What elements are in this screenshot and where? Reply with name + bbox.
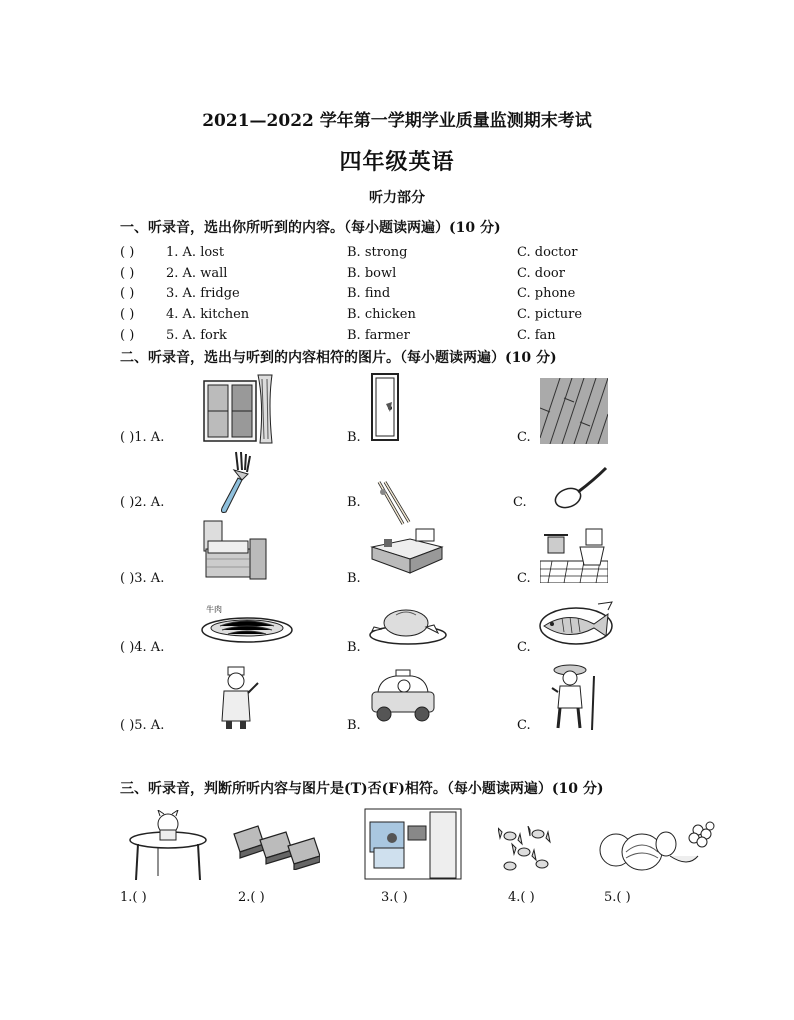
part2-q5-label: ( )5. A. [120, 718, 165, 733]
listening-section-title: 听力部分 [369, 190, 425, 206]
part2-q2-label: ( )2. A. [120, 495, 165, 510]
part3-item-2-label: 2.( ) [238, 890, 265, 905]
part3-item-4-label: 4.( ) [508, 890, 535, 905]
driver-icon [370, 668, 436, 724]
answer-bracket: ( ) [120, 266, 135, 281]
window-icon [202, 373, 274, 445]
option-c: C. picture [517, 307, 583, 322]
part2-q5-b: B. [347, 718, 361, 733]
part2-q4-b: B. [347, 640, 361, 655]
kitchen-icon [370, 525, 444, 575]
grade-subject-title: 四年级英语 [339, 149, 455, 175]
part2-q3-c: C. [517, 571, 531, 586]
books-icon [232, 824, 320, 870]
spoon-icon [554, 464, 610, 510]
option-b: B. farmer [347, 328, 410, 343]
farmer-icon [548, 662, 604, 732]
option-c: C. phone [517, 286, 576, 301]
answer-bracket: ( ) [120, 286, 135, 301]
part3-item-3-label: 3.( ) [381, 890, 408, 905]
option-a: 1. A. lost [166, 245, 225, 260]
part2-q2-b: B. [347, 495, 361, 510]
option-b: B. find [347, 286, 391, 301]
option-b: B. strong [347, 245, 408, 260]
option-c: C. door [517, 266, 565, 281]
option-a: 4. A. kitchen [166, 307, 250, 322]
bathroom-icon [540, 525, 608, 583]
fork-icon [212, 450, 252, 514]
part2-q1-c: C. [517, 430, 531, 445]
part2-q1-label: ( )1. A. [120, 430, 165, 445]
option-a: 5. A. fork [166, 328, 227, 343]
part3-item-5-label: 5.( ) [604, 890, 631, 905]
beef-caption: 牛肉 [206, 605, 222, 614]
answer-bracket: ( ) [120, 245, 135, 260]
fruits-icon [598, 816, 716, 874]
exam-title: 2021—2022 学年第一学期学业质量监测期末考试 [202, 111, 592, 131]
answer-bracket: ( ) [120, 307, 135, 322]
part2-q5-c: C. [517, 718, 531, 733]
floor-icon [540, 378, 608, 444]
part3-heading: 三、听录音，判断所听内容与图片是(T)否(F)相符。（每小题读两遍）(10 分) [120, 781, 604, 797]
part1-heading: 一、听录音，选出你所听到的内容。（每小题读两遍）(10 分) [120, 220, 501, 236]
part2-q3-label: ( )3. A. [120, 571, 165, 586]
doctor-icon [214, 665, 262, 731]
living-room-icon [202, 519, 268, 583]
candies-icon [498, 826, 556, 874]
part2-q1-b: B. [347, 430, 361, 445]
part2-q4-label: ( )4. A. [120, 640, 165, 655]
part2-q2-c: C. [513, 495, 527, 510]
option-c: C. doctor [517, 245, 578, 260]
part2-heading: 二、听录音，选出与听到的内容相符的图片。（每小题读两遍）(10 分) [120, 350, 557, 366]
cat-on-table-icon [128, 810, 208, 882]
beef-icon [200, 612, 294, 644]
option-a: 2. A. wall [166, 266, 228, 281]
door-icon [370, 372, 400, 442]
option-a: 3. A. fridge [166, 286, 240, 301]
part2-q3-b: B. [347, 571, 361, 586]
answer-bracket: ( ) [120, 328, 135, 343]
option-c: C. fan [517, 328, 556, 343]
option-b: B. chicken [347, 307, 416, 322]
chopsticks-icon [375, 480, 415, 526]
chicken-icon [368, 605, 448, 645]
part2-q4-c: C. [517, 640, 531, 655]
part3-item-1-label: 1.( ) [120, 890, 147, 905]
option-b: B. bowl [347, 266, 397, 281]
fish-icon [538, 600, 618, 646]
study-room-icon [364, 808, 462, 880]
